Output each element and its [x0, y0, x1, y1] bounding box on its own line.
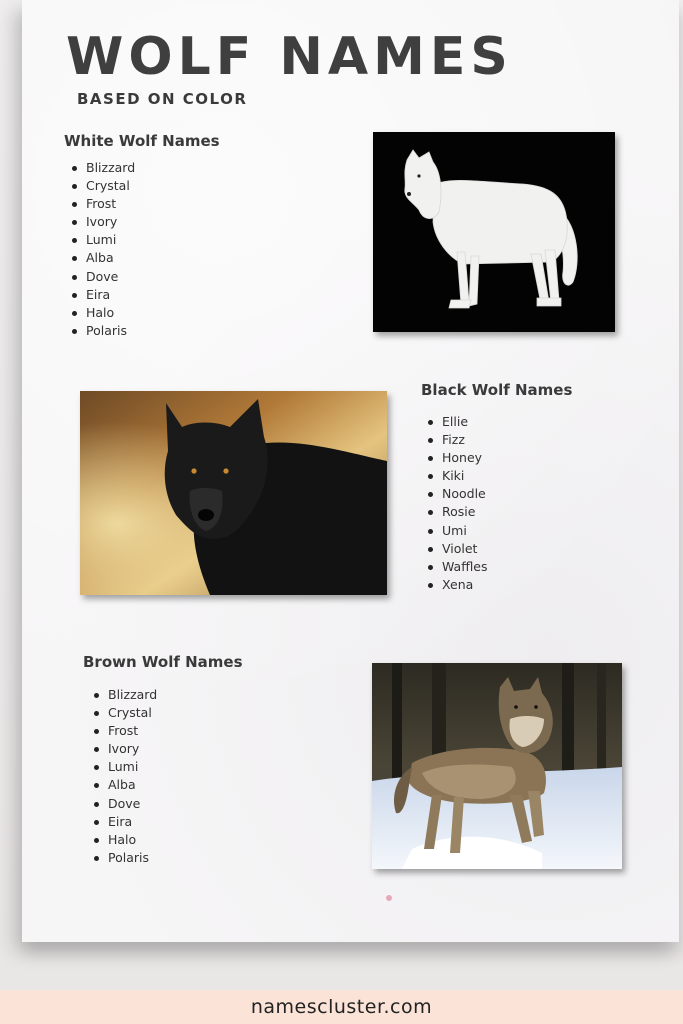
white-wolf-photo — [373, 132, 615, 332]
list-item: Frost — [70, 195, 135, 213]
paint-smudge — [386, 895, 392, 901]
list-item: Halo — [70, 304, 135, 322]
black-wolf-name-list — [426, 413, 488, 594]
list-item: Honey — [426, 449, 488, 467]
list-item: Frost — [92, 722, 157, 740]
white-wolf-heading: White Wolf Names — [64, 132, 220, 150]
list-item: Umi — [426, 522, 488, 540]
list-item: Lumi — [92, 758, 157, 776]
list-item: Noodle — [426, 485, 488, 503]
list-item: Fizz — [426, 431, 488, 449]
list-item: Polaris — [92, 849, 157, 867]
list-item: Eira — [70, 286, 135, 304]
list-item: Blizzard — [92, 686, 157, 704]
list-item: Dove — [70, 268, 135, 286]
list-item: Violet — [426, 540, 488, 558]
list-item: Polaris — [70, 322, 135, 340]
black-wolf-photo — [80, 391, 387, 595]
list-item: Ivory — [92, 740, 157, 758]
black-wolf-heading: Black Wolf Names — [421, 381, 573, 399]
list-item: Rosie — [426, 503, 488, 521]
list-item: Dove — [92, 795, 157, 813]
page-title: WOLF NAMES — [66, 27, 513, 87]
list-item: Kiki — [426, 467, 488, 485]
list-item: Blizzard — [70, 159, 135, 177]
list-item: Crystal — [92, 704, 157, 722]
list-item: Waffles — [426, 558, 488, 576]
white-wolf-name-list — [70, 159, 135, 340]
footer-band — [0, 990, 683, 1024]
list-item: Eira — [92, 813, 157, 831]
list-item: Lumi — [70, 231, 135, 249]
list-item: Xena — [426, 576, 488, 594]
brown-wolf-name-list — [92, 686, 157, 867]
list-item: Alba — [70, 249, 135, 267]
page-subtitle: BASED ON COLOR — [77, 90, 248, 108]
list-item: Crystal — [70, 177, 135, 195]
list-item: Halo — [92, 831, 157, 849]
list-item: Ivory — [70, 213, 135, 231]
list-item: Alba — [92, 776, 157, 794]
brown-wolf-photo — [372, 663, 622, 869]
brown-wolf-heading: Brown Wolf Names — [83, 653, 243, 671]
list-item: Ellie — [426, 413, 488, 431]
footer-site-link[interactable]: namescluster.com — [250, 996, 433, 1018]
